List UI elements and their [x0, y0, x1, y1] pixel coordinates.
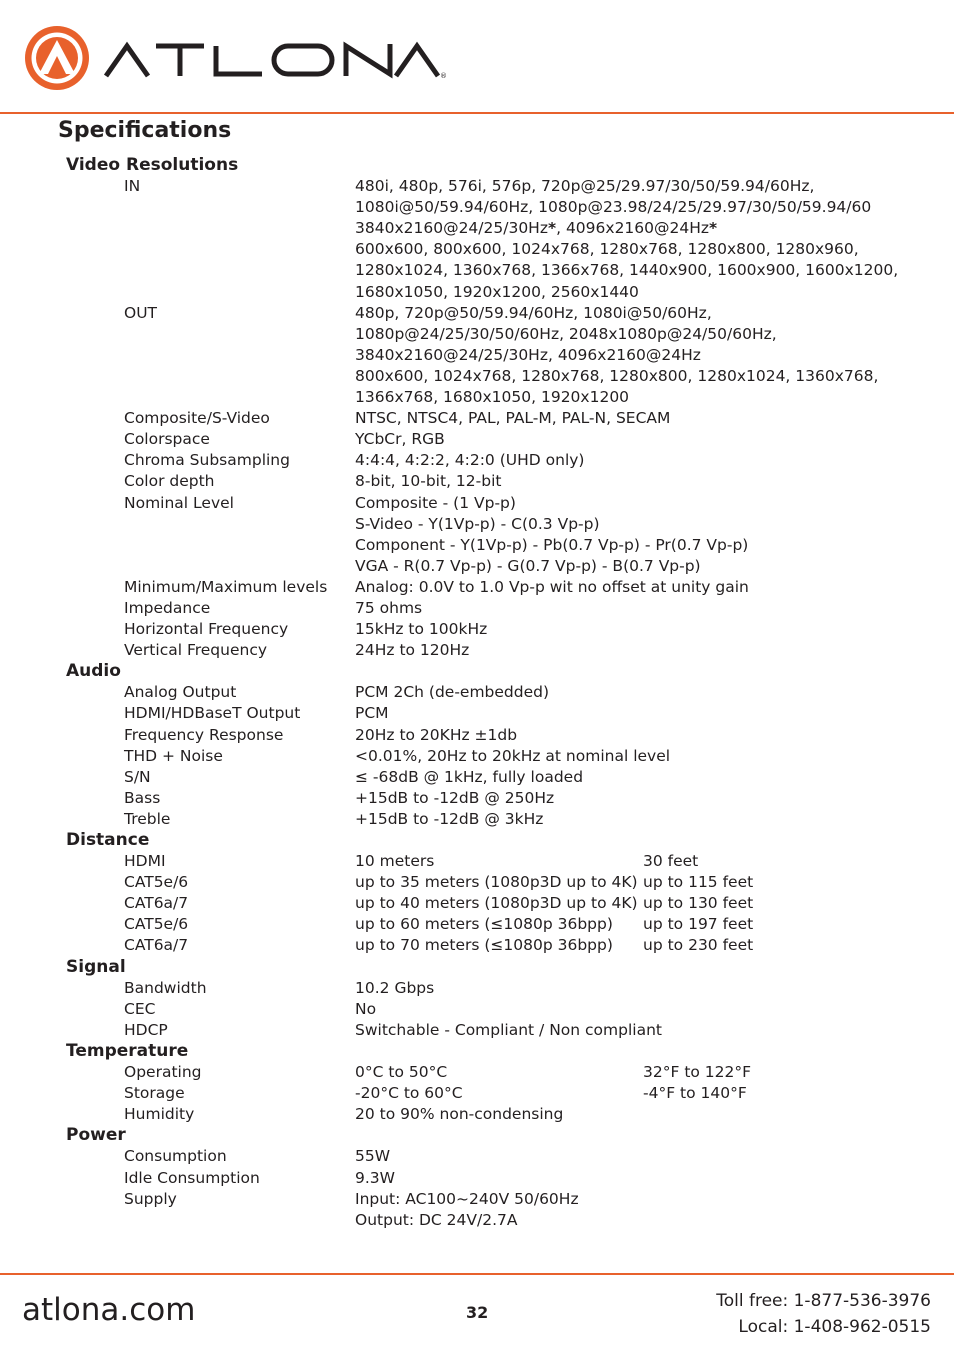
- spec-value: [355, 851, 434, 872]
- spec-value: [355, 640, 469, 661]
- spec-label: Color depth: [124, 472, 215, 491]
- spec-value: [355, 809, 543, 830]
- spec-label: CEC: [124, 999, 156, 1018]
- spec-row: [0, 935, 954, 956]
- spec-value: [355, 197, 871, 218]
- spec-section-row: [0, 1041, 954, 1062]
- spec-section-title: Distance: [66, 830, 150, 850]
- spec-label: Frequency Response: [124, 725, 284, 744]
- spec-row: [0, 303, 954, 324]
- spec-label: Impedance: [124, 598, 211, 617]
- spec-row: [0, 176, 954, 197]
- spec-row: [0, 556, 954, 577]
- spec-row: [0, 218, 954, 239]
- spec-value: [355, 493, 516, 514]
- spec-value: [355, 471, 501, 492]
- spec-value: [355, 324, 777, 345]
- spec-row: [0, 450, 954, 471]
- spec-value-text: 0°C to 50°C: [355, 1063, 448, 1082]
- spec-value: [355, 893, 638, 914]
- spec-value-text: S-Video - Y(1Vp-p) - C(0.3 Vp-p): [355, 514, 600, 533]
- spec-label: Horizontal Frequency: [124, 620, 289, 639]
- spec-row: [0, 429, 954, 450]
- spec-value-text: PCM 2Ch (de-embedded): [355, 683, 550, 702]
- spec-row: [0, 577, 954, 598]
- footer-divider: [0, 1273, 954, 1275]
- spec-value-text: NTSC, NTSC4, PAL, PAL-M, PAL-N, SECAM: [355, 409, 671, 428]
- spec-value: [355, 1146, 390, 1167]
- spec-label: CAT5e/6: [124, 915, 189, 934]
- spec-value-alt: 32°F to 122°F: [643, 1063, 752, 1082]
- spec-label: THD + Noise: [124, 746, 223, 765]
- spec-value-alt: up to 130 feet: [643, 894, 754, 913]
- spec-value: [355, 282, 639, 303]
- spec-value: [355, 872, 638, 893]
- spec-value: [355, 260, 898, 281]
- spec-value: [355, 788, 554, 809]
- spec-value-alt: 30 feet: [643, 852, 699, 871]
- spec-value: [355, 682, 549, 703]
- spec-row: [0, 872, 954, 893]
- spec-row: [0, 746, 954, 767]
- spec-value-text: 15kHz to 100kHz: [355, 620, 488, 639]
- spec-value-text: Composite - (1 Vp-p): [355, 493, 516, 512]
- spec-row: [0, 1104, 954, 1125]
- spec-value: [355, 176, 814, 197]
- spec-section-row: [0, 661, 954, 682]
- spec-value-text: Input: AC100~240V 50/60Hz: [355, 1189, 579, 1208]
- spec-value-alt: up to 115 feet: [643, 873, 754, 892]
- spec-value: [355, 429, 445, 450]
- spec-label: Storage: [124, 1084, 185, 1103]
- spec-row: [0, 703, 954, 724]
- spec-row: [0, 1062, 954, 1083]
- spec-label: CAT6a/7: [124, 894, 189, 913]
- spec-row: [0, 725, 954, 746]
- spec-value-text: 3840x2160@24/25/30Hz, 4096x2160@24Hz: [355, 345, 701, 364]
- spec-value-text: up to 70 meters (≤1080p 36bpp): [355, 936, 613, 955]
- spec-section-title: Video Resolutions: [66, 155, 239, 175]
- spec-section-row: [0, 1125, 954, 1146]
- spec-value: [355, 914, 613, 935]
- spec-value-text: 800x600, 1024x768, 1280x768, 1280x800, 1280x1024, 1360x768,: [355, 366, 879, 385]
- spec-value-text: 1366x768, 1680x1050, 1920x1200: [355, 388, 630, 407]
- spec-value-text: +15dB to -12dB @ 250Hz: [355, 788, 555, 807]
- spec-row: [0, 324, 954, 345]
- spec-label: OUT: [124, 303, 158, 322]
- spec-value-text: 3840x2160@24/25/30Hz: [355, 219, 548, 238]
- spec-label: Bandwidth: [124, 978, 207, 997]
- spec-note-asterisk: *: [709, 219, 718, 238]
- spec-label: Consumption: [124, 1147, 227, 1166]
- spec-label: Humidity: [124, 1105, 195, 1124]
- atlona-mountain-logo-icon: [24, 25, 90, 91]
- spec-row: [0, 345, 954, 366]
- spec-value-text: Analog: 0.0V to 1.0 Vp-p wit no offset at unity gain: [355, 577, 749, 596]
- spec-row: [0, 999, 954, 1020]
- spec-row: [0, 514, 954, 535]
- spec-row: [0, 1189, 954, 1210]
- spec-row: [0, 408, 954, 429]
- spec-row: [0, 914, 954, 935]
- spec-value: [355, 408, 670, 429]
- spec-row: [0, 640, 954, 661]
- spec-value: [355, 1062, 447, 1083]
- spec-value-text: <0.01%, 20Hz to 20kHz at nominal level: [355, 746, 671, 765]
- spec-value-text: Output: DC 24V/2.7A: [355, 1210, 518, 1229]
- spec-label: Operating: [124, 1063, 202, 1082]
- atlona-wordmark-logo: [104, 40, 447, 80]
- spec-label: Chroma Subsampling: [124, 451, 290, 470]
- spec-value-text: 4:4:4, 4:2:2, 4:2:0 (UHD only): [355, 451, 585, 470]
- spec-section-title: Power: [66, 1125, 126, 1146]
- local-phone: Local: 1-408-962-0515: [738, 1317, 931, 1337]
- spec-value-text: Component - Y(1Vp-p) - Pb(0.7 Vp-p) - Pr(0.7 Vp-p): [355, 535, 749, 554]
- spec-row: [0, 535, 954, 556]
- spec-value: [355, 1210, 517, 1231]
- spec-note-asterisk: *: [547, 219, 557, 238]
- spec-value-text: +15dB to -12dB @ 3kHz: [355, 809, 544, 828]
- spec-row: [0, 767, 954, 788]
- spec-label: Nominal Level: [124, 493, 234, 512]
- spec-value: [355, 725, 517, 746]
- spec-value: [355, 999, 376, 1020]
- spec-value: [355, 1104, 563, 1125]
- spec-row: [0, 387, 954, 408]
- toll-free-phone: Toll free: 1-877-536-3976: [716, 1291, 931, 1311]
- spec-row: [0, 1146, 954, 1167]
- spec-value-text: 20Hz to 20KHz ±1db: [355, 725, 518, 744]
- spec-value-text: PCM: [355, 704, 389, 723]
- spec-value-text: 10 meters: [355, 852, 435, 871]
- spec-label: S/N: [124, 767, 151, 786]
- spec-label: CAT5e/6: [124, 873, 189, 892]
- spec-row: [0, 1210, 954, 1231]
- spec-section-row: [0, 155, 954, 176]
- spec-value-text: VGA - R(0.7 Vp-p) - G(0.7 Vp-p) - B(0.7 Vp-p): [355, 556, 701, 575]
- spec-label: Colorspace: [124, 430, 210, 449]
- spec-value: [355, 598, 422, 619]
- spec-row: [0, 1020, 954, 1041]
- spec-value-text: 1280x1024, 1360x768, 1366x768, 1440x900, 1600x900, 1600x1200,: [355, 261, 899, 280]
- spec-row: [0, 282, 954, 303]
- spec-section-title: Signal: [66, 956, 126, 977]
- spec-value: [355, 1168, 395, 1189]
- footer-contact: [716, 1288, 931, 1340]
- spec-value-text: 55W: [355, 1147, 391, 1166]
- spec-value-text: 480i, 480p, 576i, 576p, 720p@25/29.97/30/50/59.94/60Hz,: [355, 177, 815, 196]
- spec-value: [355, 935, 613, 956]
- spec-label: HDCP: [124, 1020, 168, 1039]
- spec-value: [355, 978, 434, 999]
- spec-row: [0, 493, 954, 514]
- spec-row: [0, 893, 954, 914]
- spec-value: [355, 619, 487, 640]
- spec-value-alt: up to 230 feet: [643, 936, 754, 955]
- spec-value-text: 9.3W: [355, 1168, 395, 1187]
- spec-row: [0, 851, 954, 872]
- spec-value: [355, 450, 584, 471]
- spec-value-text: No: [355, 999, 377, 1018]
- spec-label: IN: [124, 177, 141, 196]
- svg-text:®: ®: [440, 72, 447, 80]
- page-header: [0, 0, 954, 114]
- spec-row: [0, 197, 954, 218]
- spec-row: [0, 1168, 954, 1189]
- spec-label: Idle Consumption: [124, 1168, 260, 1187]
- spec-value-text: ≤ -68dB @ 1kHz, fully loaded: [355, 767, 584, 786]
- spec-section-title: Temperature: [66, 1040, 189, 1061]
- spec-row: [0, 619, 954, 640]
- spec-value: [355, 239, 859, 260]
- spec-value-text: 480p, 720p@50/59.94/60Hz, 1080i@50/60Hz,: [355, 303, 712, 322]
- spec-row: [0, 366, 954, 387]
- spec-value-text: -20°C to 60°C: [355, 1084, 463, 1103]
- spec-value: [355, 556, 701, 577]
- spec-value-text: 75 ohms: [355, 598, 423, 617]
- spec-value-text: 600x600, 800x600, 1024x768, 1280x768, 1280x800, 1280x960,: [355, 240, 859, 259]
- spec-label: Supply: [124, 1189, 177, 1208]
- spec-value: [355, 767, 583, 788]
- spec-value: [355, 535, 748, 556]
- spec-value-text: Switchable - Compliant / Non compliant: [355, 1020, 662, 1039]
- spec-section-title: Audio: [66, 661, 121, 682]
- spec-row: [0, 239, 954, 260]
- spec-row: [0, 809, 954, 830]
- spec-value: [355, 218, 717, 239]
- header-divider: [0, 112, 954, 114]
- spec-label: Composite/S-Video: [124, 409, 270, 428]
- spec-section-row: [0, 830, 954, 851]
- spec-row: [0, 471, 954, 492]
- spec-value-text: 20 to 90% non-condensing: [355, 1105, 564, 1124]
- spec-value-text: 1680x1050, 1920x1200, 2560x1440: [355, 282, 639, 301]
- spec-value: [355, 1189, 579, 1210]
- spec-row: [0, 260, 954, 281]
- spec-label: CAT6a/7: [124, 936, 189, 955]
- spec-label: Minimum/Maximum levels: [124, 577, 328, 596]
- spec-row: [0, 682, 954, 703]
- spec-value-text: 8-bit, 10-bit, 12-bit: [355, 472, 502, 491]
- spec-row: [0, 788, 954, 809]
- spec-label: HDMI/HDBaseT Output: [124, 704, 301, 723]
- spec-value: [355, 703, 389, 724]
- spec-value-alt: -4°F to 140°F: [643, 1084, 747, 1103]
- spec-value-text: YCbCr, RGB: [355, 430, 445, 449]
- page-title: Specifications: [58, 118, 232, 143]
- spec-value: [355, 1083, 463, 1104]
- spec-value: [355, 577, 749, 598]
- spec-section-row: [0, 957, 954, 978]
- spec-value-text: 10.2 Gbps: [355, 978, 435, 997]
- spec-value: [355, 303, 712, 324]
- spec-value-text: 1080p@24/25/30/50/60Hz, 2048x1080p@24/50/60Hz,: [355, 324, 777, 343]
- spec-value-text: up to 60 meters (≤1080p 36bpp): [355, 915, 613, 934]
- spec-label: Vertical Frequency: [124, 641, 268, 660]
- footer-website: atlona.com: [22, 1292, 196, 1328]
- spec-label: Treble: [124, 809, 171, 828]
- spec-row: [0, 598, 954, 619]
- spec-label: Bass: [124, 788, 161, 807]
- spec-value-alt: up to 197 feet: [643, 915, 754, 934]
- spec-row: [0, 978, 954, 999]
- spec-row: [0, 1083, 954, 1104]
- spec-value-text: 1080i@50/59.94/60Hz, 1080p@23.98/24/25/29.97/30/50/59.94/60: [355, 198, 872, 217]
- spec-label: HDMI: [124, 852, 166, 871]
- spec-label: Analog Output: [124, 683, 237, 702]
- spec-value: [355, 746, 670, 767]
- page-number: 32: [466, 1303, 489, 1322]
- spec-value: [355, 514, 600, 535]
- spec-value-text: up to 40 meters (1080p3D up to 4K): [355, 894, 638, 913]
- spec-value: [355, 387, 629, 408]
- specifications-table: [0, 155, 954, 1231]
- spec-value-text: 24Hz to 120Hz: [355, 641, 470, 660]
- spec-value-text: up to 35 meters (1080p3D up to 4K): [355, 873, 638, 892]
- spec-value-text: , 4096x2160@24Hz: [556, 219, 710, 238]
- spec-value: [355, 366, 878, 387]
- spec-value: [355, 345, 701, 366]
- spec-value: [355, 1020, 662, 1041]
